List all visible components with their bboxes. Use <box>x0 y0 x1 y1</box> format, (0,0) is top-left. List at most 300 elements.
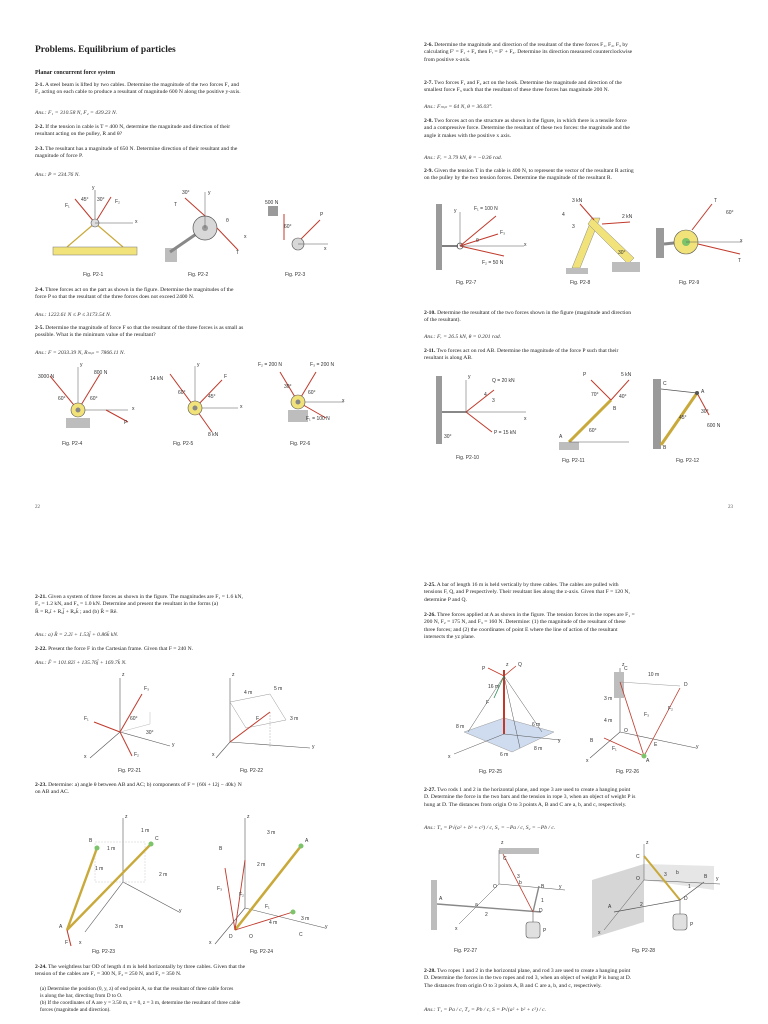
problem-number: 2-5. <box>35 325 44 331</box>
figure-caption: Fig. P2-5 <box>173 441 194 447</box>
problem-number: 2-24. <box>35 964 47 970</box>
problem-text: F₂ = 1.2 kN, and F₃ = 1.0 kN. Determine and present the resultant in the forms (a) <box>35 601 219 608</box>
problem-text: determine P and Q. <box>424 596 467 603</box>
force-label: 2 kN <box>622 214 633 220</box>
problem-text: Two ropes 1 and 2 in the horizontal plane, and rod 3 are used to create a hanging point <box>436 968 631 974</box>
axis-label: y <box>92 185 95 191</box>
figure-caption: Fig. P2-1 <box>83 272 104 278</box>
answer-2-22: Ans.: F̄ = 101.82ī + 135.76j̄ + 169.7k̄ N. <box>35 660 127 666</box>
force-label: P <box>320 212 324 218</box>
problem-number: 2-28. <box>424 968 436 974</box>
dimension-label: b <box>676 870 679 876</box>
problem-text: intersects the yz plane. <box>424 633 475 640</box>
problem-number: 2-25. <box>424 582 436 588</box>
point-label: A <box>608 904 612 910</box>
problem-text: Determine the magnitude of force F so that the resultant of the three forces is as small as <box>45 325 244 331</box>
axis-label: y <box>179 908 182 914</box>
force-label: 14 kN <box>150 376 164 382</box>
force-label: F₃ <box>500 230 506 236</box>
force-label: F₃ <box>217 886 223 892</box>
problem-text: three forces; and (2) the coordinates of point E where the line of action of the resultant <box>424 626 618 633</box>
force-label: F₁ <box>265 904 270 910</box>
problem-text: Three forces applied at A as shown in the figure. The tension forces in the ropes are F₁ = <box>436 612 635 618</box>
force-label: 8 kN <box>208 432 219 438</box>
axis-label: x <box>244 234 247 240</box>
force-label: Q <box>518 662 522 668</box>
figure-caption: Fig. P2-25 <box>479 769 503 775</box>
force-label: 3000 N <box>38 374 55 380</box>
problem-text: D. Determine the force in the two bars and the tension in rope 3, when an object of weight P is <box>424 794 636 801</box>
force-label: T <box>236 250 240 256</box>
point-label: B <box>590 738 594 744</box>
problem-text: on AB and AC. <box>35 789 70 796</box>
problem-text: The resultant has a magnitude of 650 N. Determine direction of their resultant and the <box>45 146 238 152</box>
point-label: O <box>624 728 628 734</box>
force-label: F <box>256 716 260 722</box>
dimension-label: 4 m <box>244 690 253 696</box>
page-23 <box>384 0 768 512</box>
force-label: 800 N <box>94 370 108 376</box>
axis-label: x <box>740 238 743 244</box>
axis-label: x <box>212 752 215 758</box>
angle-label: 60° <box>726 210 734 216</box>
problem-text: D. Determine the forces in the two ropes and rod 3, when an object of weight P is hung at D. <box>424 975 632 982</box>
problem-number: 2-7. <box>424 80 433 86</box>
problem-2-4 <box>35 287 355 302</box>
force-label: F₁ = 100 N <box>306 416 330 422</box>
axis-label: z <box>646 840 649 846</box>
figure-p2-3 <box>262 200 332 270</box>
problem-text: The weightless bar OD of length 4 m is held horizontally by three cables. Given that the <box>47 964 246 970</box>
figure-caption: Fig. P2-9 <box>679 280 700 286</box>
point-label: B <box>219 846 223 852</box>
problem-text: 200 N, F₂ = 175 N, and F₃ = 160 N. Determine: (1) the magnitude of the resultant of these <box>424 619 626 626</box>
problem-text: angle it makes with the positive x axis. <box>424 132 511 139</box>
figure-caption: Fig. P2-4 <box>62 441 83 447</box>
problem-text: on the pulley by the two tension forces. Determine the magnitude of the resultant R. <box>424 175 612 182</box>
problem-text: possible. What is the minimum value of the resultant? <box>35 332 156 339</box>
dimension-label: 4 m <box>604 718 613 724</box>
axis-label: x <box>342 398 345 404</box>
problem-text: Given the tension T in the cable is 400 N, to represent the vector of the resultant R acting <box>434 168 634 174</box>
angle-label: 30° <box>701 409 709 415</box>
axis-label: z <box>125 814 128 820</box>
dimension-label: 3 m <box>290 716 299 722</box>
answer-2-27: Ans.: T₃ = P√(a² + b² + c²) / c, S₁ = −Pa / c, S₂ = −Pb / c. <box>424 825 556 831</box>
problem-text: Two rods 1 and 2 in the horizontal plane, and rope 3 are used to create a hanging point <box>436 787 631 793</box>
axis-label: x <box>524 416 527 422</box>
problem-text: of the resultant). <box>424 317 461 324</box>
problem-text: A steel beam is lifted by two cables. Determine the magnitude of the two forces F₁ and <box>44 82 240 88</box>
force-label: F₁ <box>84 716 89 722</box>
force-label: F₂ <box>115 199 120 205</box>
force-label: P <box>124 420 128 426</box>
figure-p2-4 <box>38 362 138 442</box>
dimension-label: 8 m <box>456 724 465 730</box>
angle-label: 60° <box>178 390 186 396</box>
problem-text: Three forces act on the part as shown in the figure. Determine the magnitudes of the <box>45 287 234 293</box>
force-label: T <box>174 202 178 208</box>
axis-label: y <box>172 742 175 748</box>
axis-label: y <box>312 744 315 750</box>
member-label: 1 <box>688 884 691 890</box>
angle-label: θ <box>476 238 479 244</box>
dimension-label: a <box>475 902 478 908</box>
answer-2-3: Ans.: P = 234.76 N. <box>35 172 80 178</box>
sub-item: (a) Determine the position (0, y, z) of end point A, so that the resultant of three cable forces <box>40 986 234 992</box>
point-label: A <box>439 896 443 902</box>
angle-label: 30° <box>182 190 190 196</box>
axis-label: x <box>455 926 458 932</box>
page-title: Problems. Equilibrium of particles <box>35 45 176 55</box>
dimension-label: 10 m <box>648 672 660 678</box>
problem-text: Determine the magnitude and direction of the resultant of the three forces F₁, F₂, F₃ by <box>434 42 628 48</box>
answer-2-1: Ans.: F₁ = 310.58 N, F₂ = 439.23 N. <box>35 110 118 116</box>
figure-p2-26 <box>584 662 704 767</box>
angle-label: 30° <box>444 434 452 440</box>
problem-text: Determine the resultant of the two forces shown in the figure (magnitude and direction <box>437 310 632 316</box>
point-label: A <box>701 389 705 395</box>
problem-text: calculating F′ = F₁ + F₂ then Fᵣ = F′ + F₃. Determine its direction measured counterclockwise <box>424 49 633 56</box>
problem-2-8 <box>424 118 749 140</box>
page-24 <box>0 512 384 1024</box>
problem-2-7 <box>424 80 749 95</box>
force-label: F₂ <box>239 892 244 898</box>
figure-p2-22 <box>210 672 320 762</box>
problem-2-2 <box>35 124 355 139</box>
axis-label: x <box>240 404 243 410</box>
figure-caption: Fig. P2-3 <box>285 272 306 278</box>
dimension-label: b <box>519 880 522 886</box>
point-label: A <box>59 924 63 930</box>
page-22 <box>0 0 384 512</box>
figure-caption: Fig. P2-23 <box>92 949 116 955</box>
axis-label: x <box>524 242 527 248</box>
problem-text: resultant acting on the pulley, R and θ? <box>35 131 123 138</box>
figure-p2-21 <box>70 672 180 762</box>
point-label: D <box>229 934 233 940</box>
figure-p2-6 <box>258 362 348 442</box>
slope-label: 4 <box>562 212 565 218</box>
force-label: T <box>714 198 718 204</box>
problem-text: hung at D. The distances from origin O to 3 points A, B and C are a, b, and c, respectively. <box>424 801 627 808</box>
axis-label: y <box>208 190 211 196</box>
problem-text: Two forces act on rod AB. Determine the magnitude of the force P such that their <box>436 348 619 354</box>
axis-label: z <box>501 840 504 846</box>
force-label: 500 N <box>265 200 279 206</box>
force-label: F₁ <box>65 203 70 209</box>
axis-label: y <box>558 738 561 744</box>
figure-p2-2 <box>160 190 250 270</box>
force-label: F <box>224 374 228 380</box>
problem-2-26 <box>424 612 749 641</box>
figure-p2-27 <box>429 840 569 945</box>
problem-number: 2-4. <box>35 287 44 293</box>
problem-number: 2-9. <box>424 168 433 174</box>
dimension-label: 3 m <box>115 924 124 930</box>
point-label: C <box>299 932 303 938</box>
figure-p2-9 <box>652 198 747 278</box>
figure-caption: Fig. P2-10 <box>456 455 480 461</box>
force-label: T <box>738 258 742 264</box>
axis-label: x <box>324 246 327 252</box>
point-label: D <box>684 682 688 688</box>
dimension-label: 6 m <box>500 752 509 758</box>
sub-item: is along the bar, directing from D to O. <box>40 993 123 999</box>
member-label: 2 <box>485 912 488 918</box>
answer-2-28: Ans.: T₁ = Pa / c, T₂ = Pb / c, S = P√(a² + b² + c²) / c. <box>424 1007 547 1013</box>
force-label: F₃ = 200 N <box>310 362 335 368</box>
point-label: C <box>624 666 628 672</box>
point-label: B <box>704 874 708 880</box>
force-label: 5 kN <box>621 372 632 378</box>
point-label: A <box>646 758 650 764</box>
point-label: A <box>305 838 309 844</box>
member-label: 3 <box>664 872 667 878</box>
answer-2-21: Ans.: a) R̄ = 2.2ī + 1.53j̄ + 0.86k̄ kN. <box>35 632 119 638</box>
axis-label: x <box>598 930 601 936</box>
dimension-label: 5 m <box>274 686 283 692</box>
axis-label: z <box>622 662 625 668</box>
problem-2-23 <box>35 782 355 797</box>
dimension-label: 1 m <box>141 828 150 834</box>
axis-label: y <box>197 362 200 368</box>
sub-item: forces (magnitude and direction). <box>40 1007 111 1013</box>
angle-label: 60° <box>308 390 316 396</box>
problem-number: 2-2. <box>35 124 44 130</box>
point-label: E <box>654 742 658 748</box>
force-label: F₃ <box>144 686 150 692</box>
figure-caption: Fig. P2-12 <box>676 458 700 464</box>
axis-label: x <box>209 940 212 946</box>
force-label: P <box>583 372 587 378</box>
problem-2-27 <box>424 787 749 809</box>
dimension-label: 3 m <box>604 696 613 702</box>
figure-caption: Fig. P2-24 <box>250 949 274 955</box>
point-label: C <box>155 836 159 842</box>
problem-number: 2-22. <box>35 646 47 652</box>
point-label: B <box>613 406 617 412</box>
problem-text: and a compressive force. Determine the resultant of these two forces: the magnitude and the <box>424 125 630 132</box>
axis-label: z <box>232 672 235 678</box>
problem-text: The distances from origin O to 3 points A, B and C are a, b, and c, respectively. <box>424 982 602 989</box>
problem-text: Determine: a) angle θ between AB and AC; b) components of F = {60i + 12j − 40k} N <box>48 782 242 788</box>
problem-number: 2-26. <box>424 612 436 618</box>
figure-p2-28 <box>584 840 724 945</box>
point-label: C <box>663 381 667 387</box>
force-label: F₁ <box>612 746 617 752</box>
figure-p2-7 <box>432 198 532 278</box>
problem-2-10 <box>424 310 749 325</box>
problem-2-5 <box>35 325 355 340</box>
angle-label: 30° <box>97 197 105 203</box>
axis-label: x <box>132 406 135 412</box>
force-label: F <box>65 940 69 946</box>
axis-label: x <box>84 754 87 760</box>
axis-label: z <box>506 662 509 668</box>
slope-label: 3 <box>572 224 575 230</box>
axis-label: x <box>79 940 82 946</box>
figure-p2-23 <box>55 812 185 950</box>
problem-text: tensions F, Q, and P respectively. Their resultant lies along the z-axis. Given that F = 120 N, <box>424 589 630 596</box>
point-label: D <box>539 908 543 914</box>
angle-label: 30° <box>618 250 626 256</box>
force-label: F₂ <box>134 752 139 758</box>
problem-text: Given a system of three forces as shown in the figure. The magnitudes are F₁ = 1.6 kN, <box>48 594 243 600</box>
axis-label: z <box>247 814 250 820</box>
force-label: Q = 20 kN <box>492 378 515 384</box>
section-subheading: Planar concurrent force system <box>35 70 116 76</box>
page-number: 23 <box>728 505 733 510</box>
angle-label: 60° <box>589 428 597 434</box>
problem-text: from positive x-axis. <box>424 56 471 63</box>
problem-text: tension of the cables are F₁ = 300 N, F₂ = 250 N, and F₃ = 350 N. <box>35 971 182 978</box>
answer-2-7: Ans.: Fₘᵢₙ = 64 N, θ = 36.03°. <box>424 104 493 110</box>
problem-2-24-subitems <box>40 986 360 1014</box>
angle-label: 30° <box>146 730 154 736</box>
figure-caption: Fig. P2-11 <box>562 458 585 464</box>
force-label: F₂ <box>668 706 673 712</box>
dimension-label: 1 m <box>107 846 116 852</box>
figure-p2-5 <box>150 362 245 442</box>
dimension-label: 4 m <box>269 920 278 926</box>
dimension-label: 3 m <box>301 916 310 922</box>
problem-2-11 <box>424 348 749 363</box>
point-label: B <box>541 884 545 890</box>
figure-caption: Fig. P2-22 <box>240 768 264 774</box>
figure-p2-24 <box>205 812 335 950</box>
axis-label: x <box>586 758 589 764</box>
figure-caption: Fig. P2-27 <box>454 948 478 954</box>
problem-2-3 <box>35 146 355 161</box>
axis-label: y <box>80 362 83 368</box>
force-label: F₂ = 200 N <box>258 362 283 368</box>
point-label: B <box>89 838 93 844</box>
force-label: F₃ <box>644 712 650 718</box>
problem-number: 2-27. <box>424 787 436 793</box>
angle-label: 45° <box>208 394 216 400</box>
force-label: 600 N <box>707 423 721 429</box>
point-label: B <box>663 445 667 451</box>
problem-text: smallest force F₃ such that the resultant of these three forces has magnitude 200 N. <box>424 87 610 94</box>
figure-caption: Fig. P2-8 <box>570 280 591 286</box>
answer-2-4: Ans.: 1222.61 N ≤ P ≤ 3173.54 N. <box>35 312 112 318</box>
force-label: 3 kN <box>572 198 583 204</box>
angle-label: 60° <box>58 396 66 402</box>
angle-label: 40° <box>619 394 627 400</box>
slope-label: 4 <box>484 392 487 398</box>
angle-label: 45° <box>679 415 687 421</box>
dimension-label: 8 m <box>534 746 543 752</box>
problem-text: A bar of length 16 m is held vertically by three cables. The cables are pulled with <box>436 582 619 588</box>
problem-text: F₂ acting on each cable to produce a resultant of magnitude 600 N along the positive y-axis. <box>35 89 241 96</box>
dimension-label: 6 m <box>532 722 541 728</box>
point-label: O <box>249 934 253 940</box>
dimension-label: 2 m <box>159 872 168 878</box>
point-label: D <box>684 896 688 902</box>
angle-label: 45° <box>81 197 89 203</box>
figure-p2-8 <box>542 198 642 278</box>
answer-2-8: Ans.: Fᵣ = 3.79 kN, θ = −0.36 rad. <box>424 155 503 161</box>
force-label: F₁ = 100 N <box>474 206 498 212</box>
force-label: P <box>482 666 486 672</box>
axis-label: x <box>135 219 138 225</box>
figure-caption: Fig. P2-28 <box>632 948 656 954</box>
figure-p2-11 <box>539 372 639 452</box>
point-label: A <box>559 434 563 440</box>
slope-label: 3 <box>492 398 495 404</box>
angle-label: 30° <box>284 384 292 390</box>
problem-text: Two forces act on the structure as shown in the figure, in which there is a tensile force <box>434 118 627 124</box>
page-25 <box>384 512 768 1024</box>
point-label: O <box>493 884 497 890</box>
axis-label: x <box>448 754 451 760</box>
figure-p2-10 <box>432 372 532 452</box>
dimension-label: 16 m <box>488 684 500 690</box>
problem-text: magnitude of force P. <box>35 153 83 160</box>
problem-2-28 <box>424 968 749 990</box>
axis-label: y <box>468 374 471 380</box>
answer-2-10: Ans.: Fᵣ = 26.5 kN, θ = 0.201 rad. <box>424 334 502 340</box>
problem-number: 2-1. <box>35 82 44 88</box>
problem-2-1 <box>35 82 355 97</box>
axis-label: z <box>122 672 125 678</box>
angle-label: 70° <box>591 392 599 398</box>
problem-text: resultant is along AB. <box>424 355 473 362</box>
problem-number: 2-11. <box>424 348 436 354</box>
axis-label: y <box>454 208 457 214</box>
problem-number: 2-3. <box>35 146 44 152</box>
problem-text: If the tension in cable is T = 400 N, determine the magnitude and direction of their <box>45 124 231 130</box>
figure-p2-1 <box>45 185 145 270</box>
problem-2-21 <box>35 594 355 616</box>
problem-text: force P so that the resultant of the three forces does not exceed 2400 N. <box>35 294 195 301</box>
figure-caption: Fig. P2-2 <box>188 272 209 278</box>
problem-number: 2-21. <box>35 594 47 600</box>
figure-p2-12 <box>649 375 744 455</box>
figure-caption: Fig. P2-21 <box>118 768 142 774</box>
member-label: 3 <box>517 874 520 880</box>
force-label: P = 15 kN <box>494 430 517 436</box>
load-label: P <box>690 922 694 928</box>
problem-2-25 <box>424 582 749 604</box>
axis-label: y <box>559 884 562 890</box>
force-label: F₂ = 50 N <box>482 260 504 266</box>
problem-text: Two forces F₁ and F₂ act on the hook. Determine the magnitude and direction of the <box>434 80 622 86</box>
figure-caption: Fig. P2-26 <box>616 769 640 775</box>
sub-item: (b) If the coordinates of A are y = 3.50 m, z = 0, z = 3 m, determine the resultant of three cable <box>40 1000 241 1006</box>
axis-label: y <box>696 744 699 750</box>
problem-number: 2-10. <box>424 310 436 316</box>
load-label: P <box>543 928 547 934</box>
angle-label: θ <box>226 218 229 224</box>
angle-label: 60° <box>284 224 292 230</box>
member-label: 2 <box>640 902 643 908</box>
problem-2-9 <box>424 168 749 183</box>
axis-label: y <box>716 876 719 882</box>
figure-caption: Fig. P2-6 <box>290 441 311 447</box>
point-label: O <box>636 876 640 882</box>
problem-text: Present the force F in the Cartesian frame. Given that F = 240 N. <box>48 646 194 652</box>
figure-caption: Fig. P2-7 <box>456 280 477 286</box>
answer-2-5: Ans.: F = 2033.39 N, Rₘᵢₙ = 7866.11 N. <box>35 350 126 356</box>
problem-2-24 <box>35 964 355 979</box>
angle-label: 60° <box>130 716 138 722</box>
force-label: F <box>486 700 490 706</box>
dimension-label: 2 m <box>257 862 266 868</box>
page-number: 22 <box>35 505 40 510</box>
axis-label: y <box>325 924 328 930</box>
